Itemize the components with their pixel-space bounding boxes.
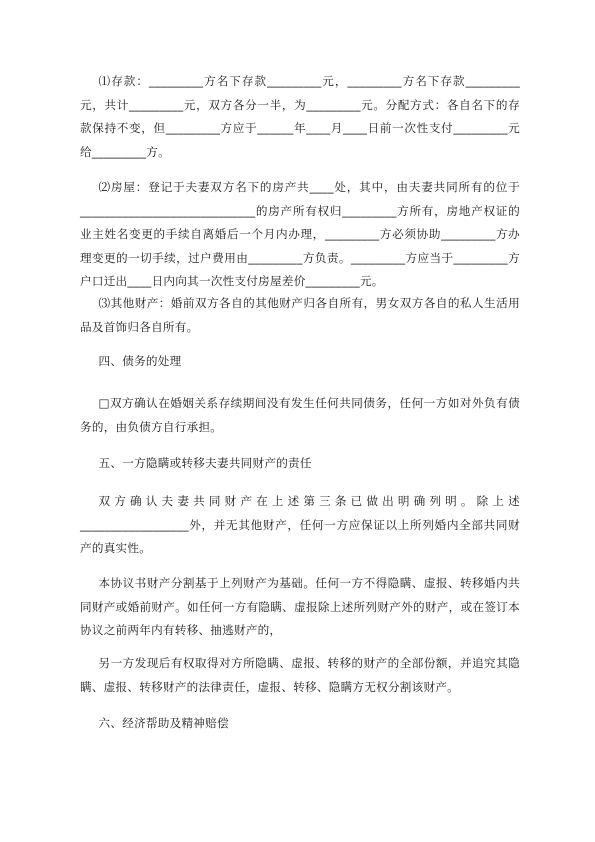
section-6-heading: 六、经济帮助及精神赔偿 <box>98 716 229 730</box>
remedy-paragraph: 另一方发现后有权取得对方所隐瞒、虚报、转移的财产的全部份额，并追究其隐瞒、虚报、转移财产的法律责任，虚报、转移、隐瞒方无权分割该财产。 <box>80 656 520 694</box>
other-property-paragraph: ⑶其他财产：婚前双方各自的其他财产归各自所有，男女双方各自的私人生活用品及首饰归各自所有。 <box>80 296 520 334</box>
section-4-heading: 四、债务的处理 <box>98 354 182 368</box>
debt-paragraph: □双方确认在婚姻关系存续期间没有发生任何共同债务，任何一方如对外负有债务的，由负债方自行承担。 <box>80 396 520 434</box>
confirm-paragraph: 双方确认夫妻共同财产在上述第三条已做出明确列明。除上述__________________外，并无其他财产，任何一方应保证以上所列婚内全部共同财产的真实性。 <box>80 494 520 555</box>
deposit-paragraph: ⑴存款：_________方名下存款_________元，_________方名下存款_________元，共计_________元，双方各分一半，为_________元。分配方式：各自名下的存款保持不变，但_________方应于______年____月____日前一次性支付_________元给_________方。 <box>80 74 520 159</box>
basis-paragraph: 本协议书财产分割基于上列财产为基础。任何一方不得隐瞒、虚报、转移婚内共同财产或婚前财产。如任何一方有隐瞒、虚报除上述所列财产外的财产，或在签订本协议之前两年内有转移、抽逃财产的， <box>80 576 520 637</box>
section-5-heading: 五、一方隐瞒或转移夫妻共同财产的责任 <box>98 456 312 470</box>
house-paragraph: ⑵房屋：登记于夫妻双方名下的房产共____处，其中，由夫妻共同所有的位于_____________________________的房产所有权归_________方所有，房地产权证的业主姓名变更的手续自离婚后一个月内办理，_________方必须协助_________方办理变更的一切手续，过户费用由_________方负责。_________方应当于_________方户口迁出____日内向其一次性支付房屋差价_________元。 <box>80 180 520 288</box>
